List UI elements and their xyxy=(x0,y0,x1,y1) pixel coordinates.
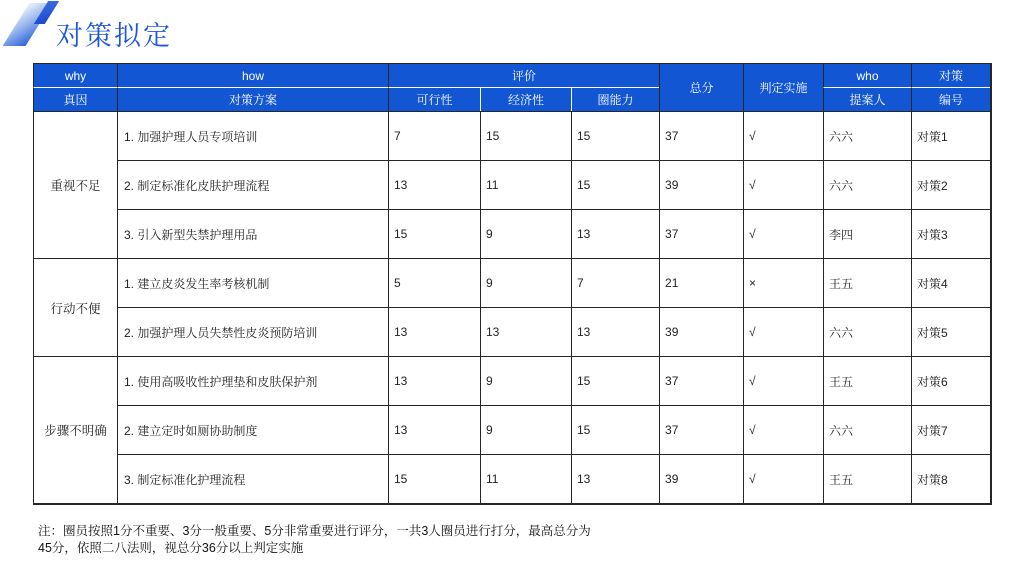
feasibility-cell: 13 xyxy=(388,307,480,356)
capability-cell: 13 xyxy=(571,454,659,503)
plan-cell: 2. 制定标准化皮肤护理流程 xyxy=(117,160,388,209)
plan-cell: 2. 建立定时如厕协助制度 xyxy=(117,405,388,454)
col-header-feasibility: 可行性 xyxy=(388,87,480,111)
plan-cell: 2. 加强护理人员失禁性皮炎预防培训 xyxy=(117,307,388,356)
footnote-line-1: 注：圈员按照1分不重要、3分一般重要、5分非常重要进行评分，一共3人圈员进行打分，最高总分为 xyxy=(38,524,591,538)
table-row xyxy=(33,111,990,160)
total-cell: 37 xyxy=(659,405,743,454)
feasibility-cell: 15 xyxy=(388,209,480,258)
plan-cell: 3. 引入新型失禁护理用品 xyxy=(117,209,388,258)
footnote-line-2: 45分，依照二八法则，视总分36分以上判定实施 xyxy=(38,541,304,555)
code-cell: 对策1 xyxy=(911,111,990,160)
total-cell: 39 xyxy=(659,307,743,356)
total-cell: 39 xyxy=(659,454,743,503)
page-title: 对策拟定 xyxy=(56,21,172,51)
code-cell: 对策2 xyxy=(911,160,990,209)
cause-cell: 行动不便 xyxy=(33,258,117,356)
table-row xyxy=(33,307,990,356)
feasibility-cell: 5 xyxy=(388,258,480,307)
decision-cell: √ xyxy=(743,356,823,405)
header-row-1 xyxy=(33,63,990,87)
col-header-decision: 判定实施 xyxy=(743,63,823,111)
proposer-cell: 六六 xyxy=(823,160,911,209)
proposer-cell: 六六 xyxy=(823,307,911,356)
capability-cell: 15 xyxy=(571,405,659,454)
col-header-code: 编号 xyxy=(911,87,990,111)
plan-cell: 1. 加强护理人员专项培训 xyxy=(117,111,388,160)
feasibility-cell: 7 xyxy=(388,111,480,160)
economy-cell: 9 xyxy=(480,405,571,454)
proposer-cell: 六六 xyxy=(823,111,911,160)
table-row xyxy=(33,356,990,405)
code-cell: 对策7 xyxy=(911,405,990,454)
decision-cell: √ xyxy=(743,160,823,209)
col-header-total: 总分 xyxy=(659,63,743,111)
economy-cell: 9 xyxy=(480,258,571,307)
decision-cell: √ xyxy=(743,405,823,454)
decision-cell: √ xyxy=(743,454,823,503)
capability-cell: 13 xyxy=(571,209,659,258)
capability-cell: 13 xyxy=(571,307,659,356)
economy-cell: 11 xyxy=(480,454,571,503)
code-cell: 对策5 xyxy=(911,307,990,356)
plan-cell: 3. 制定标准化护理流程 xyxy=(117,454,388,503)
col-header-how: how xyxy=(117,63,388,87)
economy-cell: 9 xyxy=(480,209,571,258)
proposer-cell: 李四 xyxy=(823,209,911,258)
countermeasure-table-wrap xyxy=(33,63,992,505)
code-cell: 对策6 xyxy=(911,356,990,405)
economy-cell: 11 xyxy=(480,160,571,209)
table-row xyxy=(33,405,990,454)
cause-cell: 步骤不明确 xyxy=(33,356,117,503)
capability-cell: 7 xyxy=(571,258,659,307)
capability-cell: 15 xyxy=(571,160,659,209)
col-header-root-cause: 真因 xyxy=(33,87,117,111)
economy-cell: 9 xyxy=(480,356,571,405)
code-cell: 对策8 xyxy=(911,454,990,503)
feasibility-cell: 13 xyxy=(388,160,480,209)
code-cell: 对策4 xyxy=(911,258,990,307)
feasibility-cell: 13 xyxy=(388,356,480,405)
code-cell: 对策3 xyxy=(911,209,990,258)
feasibility-cell: 15 xyxy=(388,454,480,503)
plan-cell: 1. 使用高吸收性护理垫和皮肤保护剂 xyxy=(117,356,388,405)
proposer-cell: 六六 xyxy=(823,405,911,454)
col-header-countermeasure: 对策 xyxy=(911,63,990,87)
decision-cell: × xyxy=(743,258,823,307)
capability-cell: 15 xyxy=(571,111,659,160)
total-cell: 21 xyxy=(659,258,743,307)
table-row xyxy=(33,160,990,209)
capability-cell: 15 xyxy=(571,356,659,405)
decision-cell: √ xyxy=(743,307,823,356)
total-cell: 37 xyxy=(659,356,743,405)
feasibility-cell: 13 xyxy=(388,405,480,454)
decision-cell: √ xyxy=(743,111,823,160)
col-header-economy: 经济性 xyxy=(480,87,571,111)
proposer-cell: 王五 xyxy=(823,258,911,307)
economy-cell: 13 xyxy=(480,307,571,356)
decision-cell: √ xyxy=(743,209,823,258)
table-row xyxy=(33,258,990,307)
col-header-capability: 圈能力 xyxy=(571,87,659,111)
countermeasure-table xyxy=(33,63,992,505)
col-header-proposer: 提案人 xyxy=(823,87,911,111)
cause-cell: 重视不足 xyxy=(33,111,117,258)
scoring-footnote xyxy=(38,523,758,557)
total-cell: 37 xyxy=(659,111,743,160)
proposer-cell: 王五 xyxy=(823,356,911,405)
col-header-why: why xyxy=(33,63,117,87)
economy-cell: 15 xyxy=(480,111,571,160)
header-row-2 xyxy=(33,87,990,111)
table-row xyxy=(33,209,990,258)
plan-cell: 1. 建立皮炎发生率考核机制 xyxy=(117,258,388,307)
total-cell: 39 xyxy=(659,160,743,209)
proposer-cell: 王五 xyxy=(823,454,911,503)
col-header-plan: 对策方案 xyxy=(117,87,388,111)
col-header-who: who xyxy=(823,63,911,87)
table-row xyxy=(33,454,990,503)
total-cell: 37 xyxy=(659,209,743,258)
col-header-evaluation: 评价 xyxy=(388,63,659,87)
